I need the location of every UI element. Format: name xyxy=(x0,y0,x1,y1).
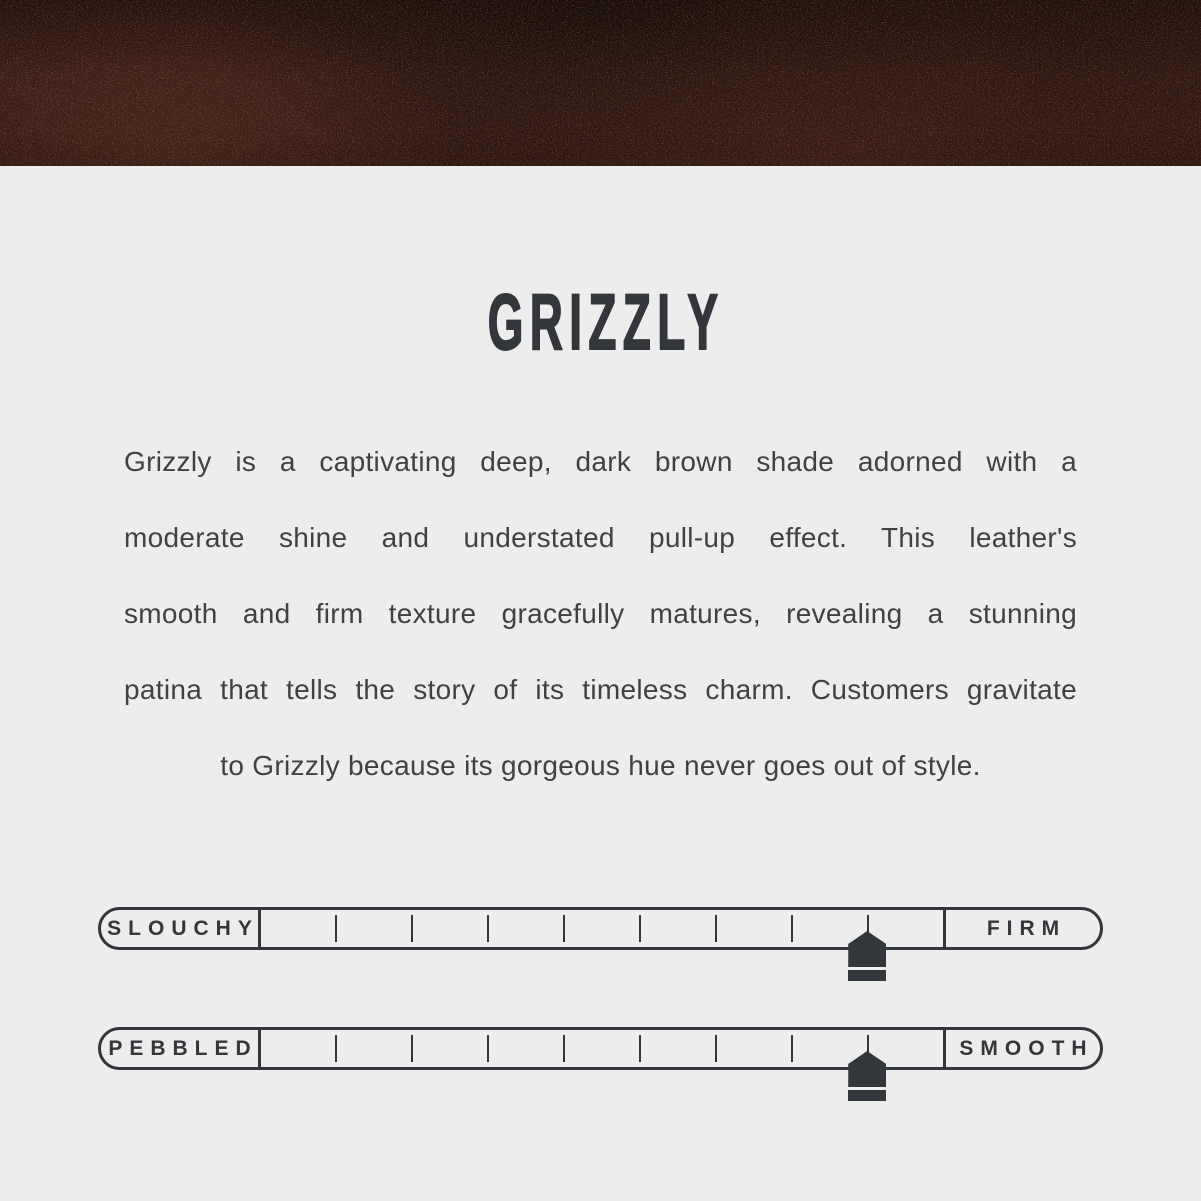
tick-mark xyxy=(487,1035,489,1062)
tick-mark xyxy=(791,1035,793,1062)
tick-mark xyxy=(487,915,489,942)
tick-mark xyxy=(715,1035,717,1062)
slider-pebbled-smooth xyxy=(98,1027,1103,1070)
tick-mark xyxy=(411,915,413,942)
description-line: Grizzly is a captivating deep, dark brown shade adorned with a xyxy=(124,446,1077,477)
tick-mark xyxy=(563,1035,565,1062)
marker-nib-icon xyxy=(848,931,886,967)
description-line: to Grizzly because its gorgeous hue never goes out of style. xyxy=(220,750,981,781)
slider-left-label: PEBBLED xyxy=(108,1036,258,1060)
description-line: moderate shine and understated pull-up effect. This leather's xyxy=(124,522,1077,553)
leather-swatch-photo xyxy=(0,0,1201,166)
tick-mark xyxy=(639,915,641,942)
description-line: smooth and firm texture gracefully matures, revealing a stunning xyxy=(124,598,1077,629)
slider-right-label: SMOOTH xyxy=(959,1036,1094,1060)
marker-bar-icon xyxy=(848,1090,886,1101)
slider-marker xyxy=(848,931,886,981)
slider-left-section xyxy=(101,910,261,947)
page-title xyxy=(0,277,1201,366)
slider-slouchy-firm xyxy=(98,907,1103,950)
slider-left-label: SLOUCHY xyxy=(107,916,259,940)
slider-right-section xyxy=(943,910,1100,947)
tick-mark xyxy=(715,915,717,942)
marker-nib-icon xyxy=(848,1051,886,1087)
slider-left-section xyxy=(101,1030,261,1067)
description-line: patina that tells the story of its timeless charm. Customers gravitate xyxy=(124,674,1077,705)
leather-grain-texture xyxy=(0,0,1201,166)
leather-description xyxy=(124,424,1077,804)
tick-mark xyxy=(563,915,565,942)
page-title-text: GRIZZLY xyxy=(487,277,725,366)
slider-track xyxy=(261,1030,943,1067)
tick-mark xyxy=(335,915,337,942)
slider-right-section xyxy=(943,1030,1100,1067)
tick-mark xyxy=(791,915,793,942)
slider-right-label: FIRM xyxy=(986,916,1067,940)
tick-mark xyxy=(335,1035,337,1062)
slider-track xyxy=(261,910,943,947)
marker-bar-icon xyxy=(848,970,886,981)
tick-mark xyxy=(639,1035,641,1062)
slider-marker xyxy=(848,1051,886,1101)
tick-mark xyxy=(411,1035,413,1062)
